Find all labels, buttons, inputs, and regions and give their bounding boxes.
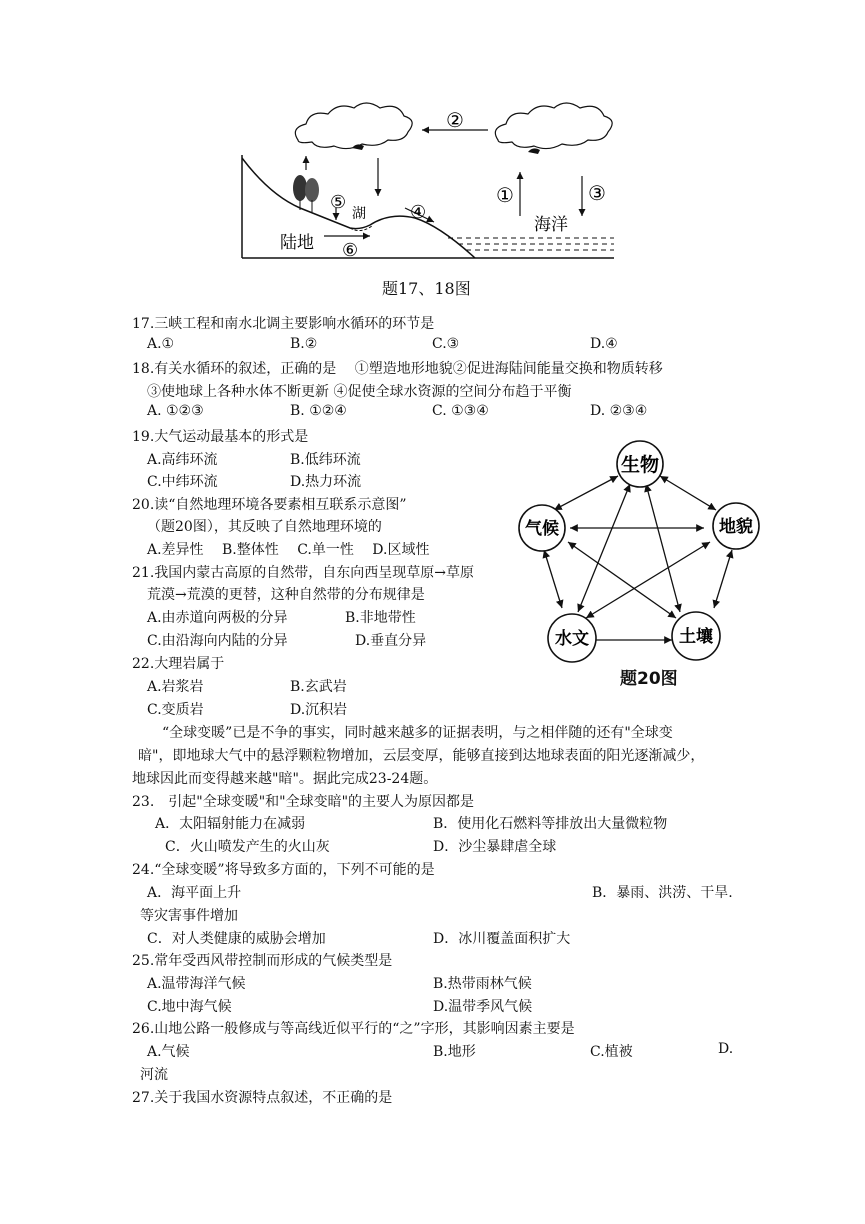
q22-b: B.玄武岩 [290, 679, 347, 695]
passage-line3: 地球因此而变得越来越"暗"。据此完成23-24题。 [132, 771, 438, 787]
q17-a: A.① [147, 336, 175, 352]
q23-a: A．太阳辐射能力在减弱 [155, 816, 306, 832]
q23-stem: 23. 引起"全球变暖"和"全球变暗"的主要人为原因都是 [132, 794, 475, 810]
water-cycle-figure [230, 100, 630, 270]
q24-c: C．对人类健康的威胁会增加 [147, 931, 326, 947]
q18-a: A. ①②③ [147, 403, 204, 419]
q26-stem: 26.山地公路一般修成与等高线近似平行的“之”字形，其影响因素主要是 [132, 1021, 575, 1037]
svg-text:地貌: 地貌 [719, 517, 753, 537]
node-soil [672, 612, 720, 660]
q25-b: B.热带雨林气候 [433, 976, 532, 992]
q18-b: B. ①②④ [290, 403, 347, 419]
q22-stem: 22.大理岩属于 [132, 656, 225, 672]
label-lake: 湖 [352, 206, 366, 222]
cloud-right [495, 103, 612, 154]
svg-text:生物: 生物 [620, 454, 660, 476]
q24-b2: 等灾害事件增加 [140, 908, 238, 924]
q24-b: B．暴雨、洪涝、干旱. [592, 885, 733, 901]
q17-b: B.② [290, 336, 318, 352]
q21-a: A.由赤道向两极的分异 [147, 610, 288, 626]
node-hydro [548, 614, 596, 662]
label-3: ③ [588, 181, 606, 205]
q26-d2: 河流 [140, 1067, 168, 1083]
q24-d: D．冰川覆盖面积扩大 [433, 931, 571, 947]
q19-a: A.高纬环流 [147, 452, 218, 468]
q26-c: C.植被 [590, 1044, 633, 1060]
q19-c: C.中纬环流 [147, 474, 218, 490]
q18-d: D. ②③④ [590, 403, 648, 419]
q20-stem2: （题20图），其反映了自然地理环境的 [147, 519, 382, 535]
q17-stem: 17.三峡工程和南水北调主要影响水循环的环节是 [132, 316, 435, 332]
q23-c: C．火山喷发产生的火山灰 [165, 839, 330, 855]
q21-c: C.由沿海向内陆的分异 [147, 633, 288, 649]
label-4: ④ [410, 202, 427, 223]
node-bio [617, 441, 663, 487]
q26-b: B.地形 [433, 1044, 476, 1060]
node-landform [713, 503, 759, 549]
q21-stem: 21.我国内蒙古高原的自然带，自东向西呈现草原→草原 [132, 565, 474, 581]
q20-options: A.差异性 B.整体性 C.单一性 D.区域性 [147, 542, 430, 558]
q18-stem: 18.有关水循环的叙述，正确的是 ①塑造地形地貌②促进海陆间能量交换和物质转移 [132, 361, 663, 377]
q22-d: D.沉积岩 [290, 702, 348, 718]
q25-a: A.温带海洋气候 [147, 976, 246, 992]
label-6: ⑥ [342, 240, 359, 261]
label-1: ① [496, 183, 514, 207]
q18-stem2: ③使地球上各种水体不断更新 ④促使全球水资源的空间分布趋于平衡 [147, 384, 572, 400]
q25-c: C.地中海气候 [147, 999, 232, 1015]
q26-a: A.气候 [147, 1044, 190, 1060]
q23-b: B．使用化石燃料等排放出大量微粒物 [433, 816, 668, 832]
q27-stem: 27.关于我国水资源特点叙述，不正确的是 [132, 1090, 393, 1106]
q21-b: B.非地带性 [345, 610, 416, 626]
passage-line2: 暗"，即地球大气中的悬浮颗粒物增加，云层变厚，能够直接到达地球表面的阳光逐渐减少， [138, 748, 705, 764]
figure1-caption: 题17、18图 [382, 279, 471, 298]
q17-c: C.③ [432, 336, 460, 352]
q21-stem2: 荒漠→荒漠的更替，这种自然带的分布规律是 [147, 587, 425, 603]
svg-text:水文: 水文 [555, 629, 589, 649]
label-2: ② [446, 108, 464, 132]
q22-a: A.岩浆岩 [147, 679, 204, 695]
cloud-left [295, 103, 412, 150]
passage-line1: “全球变暖”已是不争的事实，同时越来越多的证据表明，与之相伴随的还有"全球变 [162, 725, 673, 741]
q20-stem: 20.读“自然地理环境各要素相互联系示意图” [132, 497, 407, 513]
svg-text:土壤: 土壤 [679, 627, 713, 647]
label-5: ⑤ [330, 192, 347, 213]
q19-b: B.低纬环流 [290, 452, 361, 468]
figure2-caption: 题20图 [620, 669, 678, 689]
q24-a: A．海平面上升 [147, 885, 242, 901]
q25-d: D.温带季风气候 [433, 999, 533, 1015]
q23-d: D．沙尘暴肆虐全球 [433, 839, 557, 855]
q21-d: D.垂直分异 [355, 633, 427, 649]
q19-d: D.热力环流 [290, 474, 362, 490]
q26-d: D. [718, 1041, 734, 1057]
q19-stem: 19.大气运动最基本的形式是 [132, 429, 309, 445]
svg-text:气候: 气候 [525, 519, 559, 539]
geo-elements-figure [510, 432, 770, 692]
label-land: 陆地 [280, 233, 314, 253]
q22-c: C.变质岩 [147, 702, 204, 718]
label-ocean: 海洋 [534, 215, 568, 235]
q24-stem: 24.“全球变暖”将导致多方面的，下列不可能的是 [132, 862, 435, 878]
q18-c: C. ①③④ [432, 403, 489, 419]
node-climate [519, 505, 565, 551]
q17-d: D.④ [590, 336, 618, 352]
q25-stem: 25.常年受西风带控制而形成的气候类型是 [132, 953, 393, 969]
